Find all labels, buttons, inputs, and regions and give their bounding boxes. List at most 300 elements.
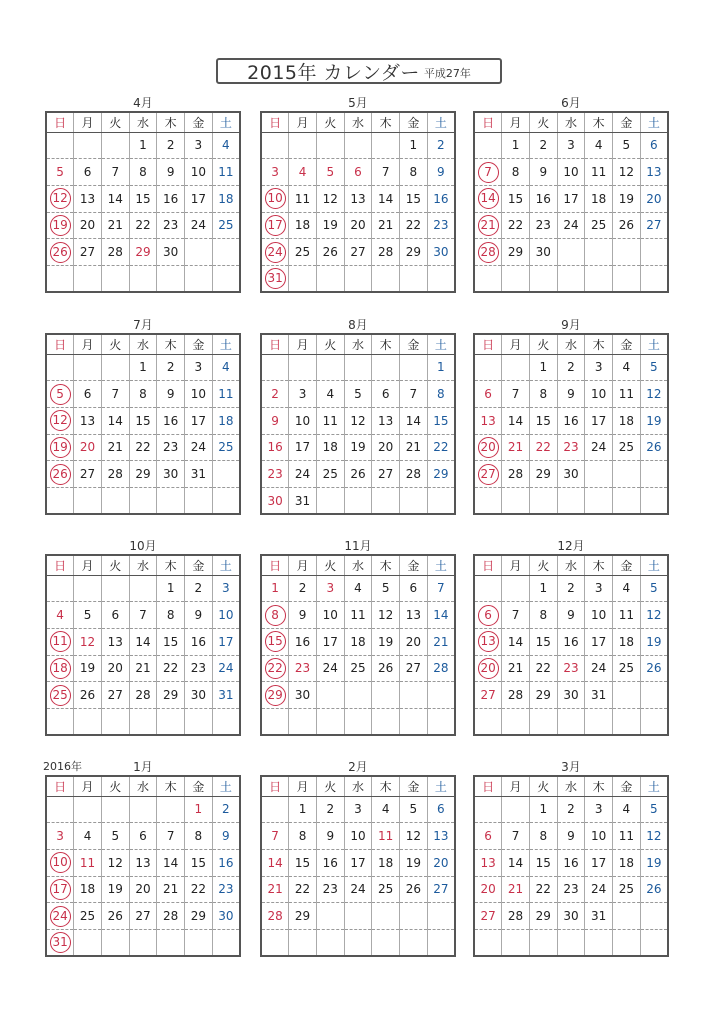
day-cell: 1 bbox=[129, 354, 157, 381]
day-cell: 10 bbox=[185, 159, 213, 186]
day-cell: 1 bbox=[261, 575, 289, 602]
day-cell: 5 bbox=[613, 132, 641, 159]
week-row bbox=[474, 239, 668, 266]
day-cell bbox=[261, 628, 289, 655]
day-cell: 20 bbox=[400, 628, 428, 655]
empty-cell bbox=[101, 708, 129, 735]
empty-cell bbox=[613, 239, 641, 266]
day-cell: 2 bbox=[157, 132, 185, 159]
day-cell: 29 bbox=[529, 682, 557, 709]
day-cell: 6 bbox=[74, 381, 102, 408]
day-cell: 24 bbox=[185, 434, 213, 461]
day-cell: 18 bbox=[74, 876, 102, 903]
day-cell: 24 bbox=[344, 876, 372, 903]
day-cell: 15 bbox=[427, 407, 455, 434]
day-cell: 1 bbox=[529, 354, 557, 381]
day-cell: 17 bbox=[344, 849, 372, 876]
week-row bbox=[46, 602, 240, 629]
day-cell: 17 bbox=[212, 628, 240, 655]
day-cell: 6 bbox=[474, 381, 502, 408]
week-row bbox=[474, 354, 668, 381]
week-row bbox=[474, 461, 668, 488]
day-cell: 23 bbox=[185, 655, 213, 682]
circled-day: 12 bbox=[50, 188, 71, 209]
circled-day: 17 bbox=[50, 879, 71, 900]
day-cell: 1 bbox=[157, 575, 185, 602]
day-cell: 22 bbox=[427, 434, 455, 461]
empty-cell bbox=[474, 132, 502, 159]
day-cell: 8 bbox=[427, 381, 455, 408]
day-cell: 4 bbox=[316, 381, 344, 408]
empty-cell bbox=[74, 132, 102, 159]
empty-cell bbox=[585, 708, 613, 735]
empty-cell bbox=[474, 487, 502, 514]
weekday-header: 金 bbox=[185, 334, 213, 354]
day-cell: 27 bbox=[74, 239, 102, 266]
day-cell: 2 bbox=[185, 575, 213, 602]
day-cell: 14 bbox=[502, 849, 530, 876]
empty-cell bbox=[157, 708, 185, 735]
day-cell: 13 bbox=[400, 602, 428, 629]
day-cell: 9 bbox=[557, 602, 585, 629]
day-cell: 11 bbox=[372, 823, 400, 850]
week-row bbox=[261, 132, 455, 159]
empty-cell bbox=[400, 708, 428, 735]
day-cell: 30 bbox=[185, 682, 213, 709]
day-cell: 12 bbox=[640, 381, 668, 408]
day-cell: 27 bbox=[400, 655, 428, 682]
day-cell: 27 bbox=[101, 682, 129, 709]
day-cell: 19 bbox=[344, 434, 372, 461]
day-cell: 22 bbox=[529, 876, 557, 903]
empty-cell bbox=[101, 354, 129, 381]
empty-cell bbox=[640, 239, 668, 266]
day-cell: 10 bbox=[557, 159, 585, 186]
empty-cell bbox=[74, 929, 102, 956]
day-cell: 27 bbox=[640, 212, 668, 239]
weekday-header: 月 bbox=[74, 334, 102, 354]
weekday-header: 土 bbox=[212, 555, 240, 575]
day-cell: 28 bbox=[400, 461, 428, 488]
empty-cell bbox=[640, 708, 668, 735]
day-cell: 21 bbox=[502, 434, 530, 461]
day-cell: 13 bbox=[129, 849, 157, 876]
day-cell: 16 bbox=[212, 849, 240, 876]
empty-cell bbox=[316, 132, 344, 159]
day-cell bbox=[46, 381, 74, 408]
day-cell: 14 bbox=[427, 602, 455, 629]
weekday-header-row bbox=[46, 112, 240, 132]
month-label: 3月 bbox=[561, 760, 581, 774]
day-cell: 23 bbox=[212, 876, 240, 903]
day-cell: 26 bbox=[101, 903, 129, 930]
weekday-header: 水 bbox=[344, 334, 372, 354]
day-cell: 11 bbox=[344, 602, 372, 629]
empty-cell bbox=[261, 796, 289, 823]
empty-cell bbox=[46, 708, 74, 735]
day-cell: 29 bbox=[529, 903, 557, 930]
day-cell: 30 bbox=[157, 461, 185, 488]
weekday-header: 火 bbox=[529, 112, 557, 132]
day-cell bbox=[261, 239, 289, 266]
empty-cell bbox=[502, 575, 530, 602]
day-cell: 16 bbox=[529, 185, 557, 212]
day-cell: 6 bbox=[640, 132, 668, 159]
week-row bbox=[46, 929, 240, 956]
day-cell: 29 bbox=[502, 239, 530, 266]
day-cell: 7 bbox=[101, 159, 129, 186]
weekday-header: 火 bbox=[316, 555, 344, 575]
day-cell: 23 bbox=[316, 876, 344, 903]
week-row bbox=[261, 381, 455, 408]
day-cell bbox=[261, 682, 289, 709]
day-cell: 26 bbox=[372, 655, 400, 682]
day-cell: 31 bbox=[212, 682, 240, 709]
week-row bbox=[474, 929, 668, 956]
day-cell bbox=[474, 185, 502, 212]
day-cell: 29 bbox=[427, 461, 455, 488]
weekday-header: 金 bbox=[185, 555, 213, 575]
day-cell: 30 bbox=[529, 239, 557, 266]
day-cell: 4 bbox=[613, 354, 641, 381]
day-cell: 25 bbox=[74, 903, 102, 930]
day-cell: 10 bbox=[185, 381, 213, 408]
day-cell bbox=[46, 461, 74, 488]
day-cell: 26 bbox=[640, 434, 668, 461]
day-cell: 10 bbox=[585, 823, 613, 850]
week-row bbox=[474, 849, 668, 876]
weekday-header: 水 bbox=[344, 776, 372, 796]
day-cell: 19 bbox=[316, 212, 344, 239]
day-cell: 28 bbox=[427, 655, 455, 682]
day-cell: 14 bbox=[261, 849, 289, 876]
day-cell: 5 bbox=[400, 796, 428, 823]
day-cell: 2 bbox=[316, 796, 344, 823]
day-cell: 2 bbox=[157, 354, 185, 381]
week-row bbox=[261, 354, 455, 381]
day-cell: 18 bbox=[585, 185, 613, 212]
day-cell: 9 bbox=[261, 407, 289, 434]
circled-day: 8 bbox=[265, 605, 286, 626]
day-cell: 24 bbox=[557, 212, 585, 239]
weekday-header: 日 bbox=[261, 776, 289, 796]
weekday-header: 月 bbox=[502, 112, 530, 132]
empty-cell bbox=[185, 929, 213, 956]
day-cell: 10 bbox=[344, 823, 372, 850]
day-cell: 15 bbox=[529, 628, 557, 655]
weekday-header: 木 bbox=[157, 555, 185, 575]
empty-cell bbox=[427, 265, 455, 292]
day-cell: 23 bbox=[261, 461, 289, 488]
weekday-header-row bbox=[474, 555, 668, 575]
empty-cell bbox=[46, 487, 74, 514]
empty-cell bbox=[74, 487, 102, 514]
weekday-header: 月 bbox=[74, 776, 102, 796]
empty-cell bbox=[289, 929, 317, 956]
circled-day: 22 bbox=[265, 658, 286, 679]
day-cell: 8 bbox=[502, 159, 530, 186]
day-cell: 16 bbox=[557, 849, 585, 876]
day-cell: 23 bbox=[289, 655, 317, 682]
day-cell: 28 bbox=[157, 903, 185, 930]
weekday-header: 土 bbox=[640, 334, 668, 354]
day-cell: 17 bbox=[289, 434, 317, 461]
day-cell: 24 bbox=[316, 655, 344, 682]
week-row bbox=[46, 407, 240, 434]
day-cell: 27 bbox=[372, 461, 400, 488]
day-cell: 19 bbox=[101, 876, 129, 903]
empty-cell bbox=[372, 265, 400, 292]
empty-cell bbox=[46, 265, 74, 292]
day-cell: 4 bbox=[212, 354, 240, 381]
day-cell: 3 bbox=[289, 381, 317, 408]
empty-cell bbox=[74, 796, 102, 823]
week-row bbox=[46, 381, 240, 408]
weekday-header: 水 bbox=[129, 555, 157, 575]
day-cell: 25 bbox=[212, 434, 240, 461]
day-cell: 30 bbox=[212, 903, 240, 930]
weekday-header: 木 bbox=[157, 112, 185, 132]
weekday-header: 土 bbox=[427, 776, 455, 796]
week-row bbox=[261, 159, 455, 186]
empty-cell bbox=[344, 929, 372, 956]
empty-cell bbox=[316, 708, 344, 735]
weekday-header: 月 bbox=[502, 776, 530, 796]
empty-cell bbox=[640, 903, 668, 930]
day-cell: 16 bbox=[185, 628, 213, 655]
empty-cell bbox=[129, 708, 157, 735]
week-row bbox=[261, 239, 455, 266]
day-cell: 15 bbox=[529, 849, 557, 876]
weekday-header: 日 bbox=[474, 776, 502, 796]
week-row bbox=[474, 434, 668, 461]
weekday-header: 木 bbox=[585, 112, 613, 132]
empty-cell bbox=[557, 265, 585, 292]
day-cell: 13 bbox=[344, 185, 372, 212]
day-cell: 15 bbox=[129, 185, 157, 212]
day-cell: 14 bbox=[157, 849, 185, 876]
empty-cell bbox=[289, 354, 317, 381]
empty-cell bbox=[400, 265, 428, 292]
day-cell: 22 bbox=[185, 876, 213, 903]
calendar-era-subtitle: 平成27年 bbox=[423, 66, 471, 80]
day-cell: 27 bbox=[74, 461, 102, 488]
empty-cell bbox=[529, 708, 557, 735]
day-cell: 28 bbox=[129, 682, 157, 709]
day-cell: 19 bbox=[74, 655, 102, 682]
day-cell: 7 bbox=[502, 823, 530, 850]
empty-cell bbox=[613, 903, 641, 930]
day-cell: 7 bbox=[502, 381, 530, 408]
day-cell: 3 bbox=[261, 159, 289, 186]
day-cell bbox=[261, 265, 289, 292]
day-cell: 3 bbox=[585, 575, 613, 602]
circled-day: 6 bbox=[478, 605, 499, 626]
day-cell: 25 bbox=[613, 434, 641, 461]
day-cell: 7 bbox=[101, 381, 129, 408]
month-grid bbox=[473, 775, 669, 957]
day-cell: 8 bbox=[289, 823, 317, 850]
empty-cell bbox=[344, 132, 372, 159]
empty-cell bbox=[185, 487, 213, 514]
empty-cell bbox=[502, 354, 530, 381]
empty-cell bbox=[372, 903, 400, 930]
day-cell: 8 bbox=[529, 381, 557, 408]
day-cell: 22 bbox=[529, 655, 557, 682]
day-cell: 30 bbox=[289, 682, 317, 709]
week-row bbox=[46, 487, 240, 514]
day-cell: 21 bbox=[157, 876, 185, 903]
day-cell: 15 bbox=[400, 185, 428, 212]
day-cell bbox=[261, 602, 289, 629]
day-cell: 17 bbox=[557, 185, 585, 212]
day-cell: 12 bbox=[74, 628, 102, 655]
day-cell: 29 bbox=[289, 903, 317, 930]
weekday-header: 月 bbox=[502, 555, 530, 575]
empty-cell bbox=[400, 487, 428, 514]
weekday-header: 土 bbox=[640, 776, 668, 796]
week-row bbox=[261, 929, 455, 956]
day-cell: 24 bbox=[585, 434, 613, 461]
day-cell: 11 bbox=[212, 159, 240, 186]
month-grid bbox=[473, 111, 669, 293]
weekday-header: 水 bbox=[557, 112, 585, 132]
empty-cell bbox=[474, 265, 502, 292]
day-cell: 26 bbox=[640, 655, 668, 682]
empty-cell bbox=[372, 682, 400, 709]
weekday-header-row bbox=[261, 555, 455, 575]
weekday-header: 日 bbox=[474, 555, 502, 575]
day-cell: 6 bbox=[344, 159, 372, 186]
day-cell: 16 bbox=[316, 849, 344, 876]
week-row bbox=[474, 265, 668, 292]
day-cell: 17 bbox=[185, 407, 213, 434]
day-cell: 31 bbox=[585, 903, 613, 930]
week-row bbox=[46, 575, 240, 602]
weekday-header: 火 bbox=[316, 776, 344, 796]
day-cell: 4 bbox=[372, 796, 400, 823]
week-row bbox=[261, 628, 455, 655]
empty-cell bbox=[316, 682, 344, 709]
weekday-header-row bbox=[474, 112, 668, 132]
day-cell: 8 bbox=[185, 823, 213, 850]
weekday-header: 日 bbox=[46, 555, 74, 575]
day-cell: 28 bbox=[101, 461, 129, 488]
day-cell: 20 bbox=[74, 212, 102, 239]
day-cell: 18 bbox=[613, 849, 641, 876]
day-cell: 14 bbox=[372, 185, 400, 212]
day-cell: 24 bbox=[185, 212, 213, 239]
week-row bbox=[474, 823, 668, 850]
week-row bbox=[261, 823, 455, 850]
empty-cell bbox=[344, 265, 372, 292]
week-row bbox=[261, 903, 455, 930]
day-cell: 1 bbox=[129, 132, 157, 159]
day-cell: 1 bbox=[502, 132, 530, 159]
empty-cell bbox=[502, 708, 530, 735]
day-cell: 17 bbox=[185, 185, 213, 212]
day-cell: 13 bbox=[74, 185, 102, 212]
day-cell: 11 bbox=[316, 407, 344, 434]
day-cell bbox=[46, 628, 74, 655]
day-cell: 11 bbox=[289, 185, 317, 212]
weekday-header: 木 bbox=[157, 334, 185, 354]
empty-cell bbox=[157, 487, 185, 514]
empty-cell bbox=[427, 929, 455, 956]
empty-cell bbox=[427, 682, 455, 709]
empty-cell bbox=[585, 239, 613, 266]
empty-cell bbox=[212, 461, 240, 488]
day-cell: 27 bbox=[427, 876, 455, 903]
empty-cell bbox=[316, 354, 344, 381]
day-cell: 28 bbox=[502, 461, 530, 488]
day-cell: 21 bbox=[101, 434, 129, 461]
day-cell: 11 bbox=[212, 381, 240, 408]
day-cell bbox=[261, 185, 289, 212]
day-cell: 19 bbox=[640, 628, 668, 655]
day-cell: 18 bbox=[613, 628, 641, 655]
day-cell: 18 bbox=[289, 212, 317, 239]
day-cell: 14 bbox=[101, 185, 129, 212]
empty-cell bbox=[212, 239, 240, 266]
month-grid bbox=[260, 333, 456, 515]
day-cell: 31 bbox=[185, 461, 213, 488]
week-row bbox=[261, 265, 455, 292]
day-cell: 22 bbox=[129, 434, 157, 461]
day-cell: 24 bbox=[585, 655, 613, 682]
day-cell: 19 bbox=[613, 185, 641, 212]
day-cell: 6 bbox=[101, 602, 129, 629]
weekday-header: 土 bbox=[640, 555, 668, 575]
circled-day: 31 bbox=[50, 932, 71, 953]
day-cell: 1 bbox=[289, 796, 317, 823]
day-cell: 13 bbox=[101, 628, 129, 655]
day-cell: 20 bbox=[101, 655, 129, 682]
weekday-header: 金 bbox=[400, 555, 428, 575]
weekday-header: 月 bbox=[289, 334, 317, 354]
week-row bbox=[46, 132, 240, 159]
day-cell: 23 bbox=[157, 434, 185, 461]
day-cell: 20 bbox=[129, 876, 157, 903]
circled-day: 21 bbox=[478, 215, 499, 236]
circled-day: 28 bbox=[478, 242, 499, 263]
empty-cell bbox=[185, 239, 213, 266]
day-cell: 27 bbox=[344, 239, 372, 266]
day-cell: 3 bbox=[344, 796, 372, 823]
empty-cell bbox=[502, 796, 530, 823]
day-cell: 22 bbox=[129, 212, 157, 239]
day-cell: 31 bbox=[289, 487, 317, 514]
weekday-header-row bbox=[261, 334, 455, 354]
day-cell: 23 bbox=[427, 212, 455, 239]
month-label: 4月 bbox=[133, 96, 153, 110]
empty-cell bbox=[344, 354, 372, 381]
day-cell: 25 bbox=[316, 461, 344, 488]
day-cell: 9 bbox=[157, 381, 185, 408]
empty-cell bbox=[613, 265, 641, 292]
week-row bbox=[46, 185, 240, 212]
week-row bbox=[261, 708, 455, 735]
day-cell: 9 bbox=[529, 159, 557, 186]
month-label: 10月 bbox=[129, 539, 157, 553]
day-cell: 19 bbox=[640, 849, 668, 876]
week-row bbox=[261, 487, 455, 514]
empty-cell bbox=[640, 487, 668, 514]
day-cell: 20 bbox=[640, 185, 668, 212]
day-cell: 3 bbox=[212, 575, 240, 602]
month-label: 8月 bbox=[348, 318, 368, 332]
circled-day: 14 bbox=[478, 188, 499, 209]
